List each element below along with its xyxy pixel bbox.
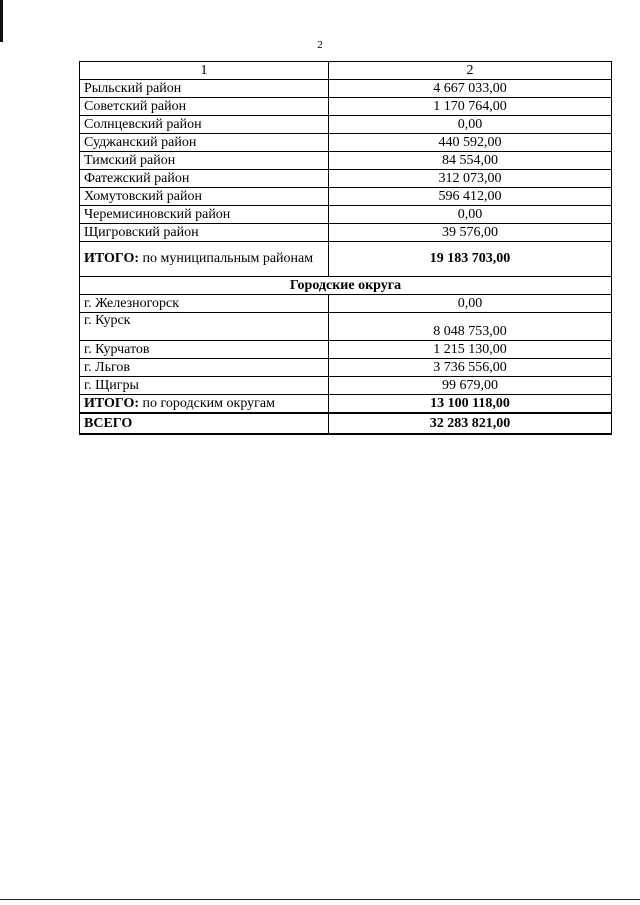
scan-edge-mark	[0, 0, 3, 42]
column-header-2: 2	[329, 62, 612, 80]
subtotal-label-rest: по городским округам	[139, 395, 275, 411]
district-value: 0,00	[329, 206, 612, 224]
district-name: Советский район	[80, 98, 329, 116]
table-row	[80, 152, 612, 170]
city-name: г. Железногорск	[80, 295, 329, 313]
city-value: 99 679,00	[329, 377, 612, 395]
district-value: 312 073,00	[329, 170, 612, 188]
city-value: 0,00	[329, 295, 612, 313]
subtotal-districts-value: 19 183 703,00	[329, 242, 612, 277]
district-name: Солнцевский район	[80, 116, 329, 134]
table-row	[80, 116, 612, 134]
subtotal-label-bold: ИТОГО:	[84, 395, 140, 411]
page-number: 2	[317, 39, 323, 51]
district-value: 39 576,00	[329, 224, 612, 242]
city-name: г. Льгов	[80, 359, 329, 377]
table-row	[80, 295, 612, 313]
table-row	[80, 313, 612, 341]
district-value: 84 554,00	[329, 152, 612, 170]
table-row	[80, 224, 612, 242]
district-name: Черемисиновский район	[80, 206, 329, 224]
subtotal-cities-row	[80, 395, 612, 414]
grand-total-row	[80, 413, 612, 434]
district-value: 440 592,00	[329, 134, 612, 152]
city-value: 3 736 556,00	[329, 359, 612, 377]
section-title: Городские округа	[80, 277, 612, 295]
district-value: 1 170 764,00	[329, 98, 612, 116]
table-row	[80, 98, 612, 116]
district-value: 4 667 033,00	[329, 80, 612, 98]
table-row	[80, 80, 612, 98]
district-name: Тимский район	[80, 152, 329, 170]
district-value: 0,00	[329, 116, 612, 134]
grand-total-value: 32 283 821,00	[329, 413, 612, 434]
table-row	[80, 170, 612, 188]
district-name: Щигровский район	[80, 224, 329, 242]
city-name: г. Курчатов	[80, 341, 329, 359]
city-value: 1 215 130,00	[329, 341, 612, 359]
subtotal-districts-label	[80, 242, 329, 277]
section-header-row	[80, 277, 612, 295]
district-name: Фатежский район	[80, 170, 329, 188]
table-row	[80, 188, 612, 206]
subtotal-districts-row	[80, 242, 612, 277]
table-header-row	[80, 62, 612, 80]
subtotal-cities-value: 13 100 118,00	[329, 395, 612, 414]
subtotal-cities-label	[80, 395, 329, 414]
district-name: Хомутовский район	[80, 188, 329, 206]
district-name: Суджанский район	[80, 134, 329, 152]
column-header-1: 1	[80, 62, 329, 80]
table-row	[80, 206, 612, 224]
city-name: г. Щигры	[80, 377, 329, 395]
grand-total-label: ВСЕГО	[80, 413, 329, 434]
table-row	[80, 377, 612, 395]
city-value: 8 048 753,00	[329, 313, 612, 341]
table-row	[80, 341, 612, 359]
budget-distribution-table	[79, 61, 612, 435]
district-name: Рыльский район	[80, 80, 329, 98]
subtotal-label-bold: ИТОГО:	[84, 251, 140, 266]
subtotal-label-rest: по муниципальным районам	[139, 251, 314, 266]
city-name: г. Курск	[80, 313, 329, 341]
table-row	[80, 359, 612, 377]
district-value: 596 412,00	[329, 188, 612, 206]
table-row	[80, 134, 612, 152]
page-bottom-edge	[0, 899, 640, 900]
